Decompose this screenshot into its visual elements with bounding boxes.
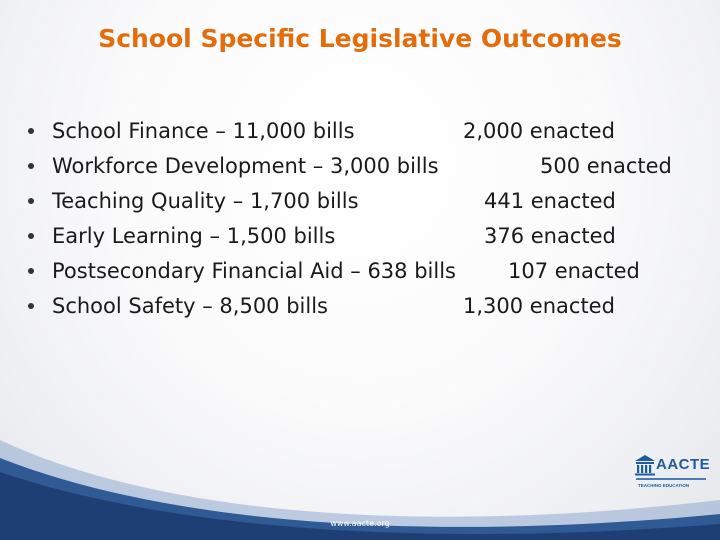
bullet-text: School Safety – 8,500 bills xyxy=(52,294,328,318)
bullet-text: Teaching Quality – 1,700 bills xyxy=(52,189,359,213)
bullet-enacted: 376 enacted xyxy=(484,224,616,248)
bullet-item-teaching-quality xyxy=(0,186,720,221)
footer-url: www.aacte.org xyxy=(330,519,390,528)
bullet-text: Postsecondary Financial Aid – 638 bills xyxy=(52,259,456,283)
bullet-item-school-safety xyxy=(0,291,720,326)
bullet-dot-icon xyxy=(28,128,34,134)
bullet-enacted: 107 enacted xyxy=(508,259,640,283)
bullet-dot-icon xyxy=(28,268,34,274)
bullet-item-workforce-development xyxy=(0,151,720,186)
bullet-enacted: 441 enacted xyxy=(484,189,616,213)
slide-title: School Specific Legislative Outcomes xyxy=(98,24,622,53)
bullet-dot-icon xyxy=(28,303,34,309)
bullet-list xyxy=(0,116,720,326)
bullet-enacted: 2,000 enacted xyxy=(463,119,615,143)
bullet-dot-icon xyxy=(28,198,34,204)
bullet-item-school-finance xyxy=(0,116,720,151)
bullet-enacted: 500 enacted xyxy=(540,154,672,178)
bullet-dot-icon xyxy=(28,163,34,169)
logo-name: AACTE xyxy=(656,456,711,473)
logo-rule xyxy=(636,478,706,480)
bullet-text: School Finance – 11,000 bills xyxy=(52,119,355,143)
bullet-item-early-learning xyxy=(0,221,720,256)
bullet-text: Workforce Development – 3,000 bills xyxy=(52,154,439,178)
aacte-logo xyxy=(630,450,711,490)
building-icon xyxy=(634,454,656,476)
bullet-dot-icon xyxy=(28,233,34,239)
bullet-enacted: 1,300 enacted xyxy=(463,294,615,318)
bullet-item-postsecondary-financial-aid xyxy=(0,256,720,291)
bullet-text: Early Learning – 1,500 bills xyxy=(52,224,336,248)
logo-tagline: TEACHING EDUCATION xyxy=(638,483,690,488)
